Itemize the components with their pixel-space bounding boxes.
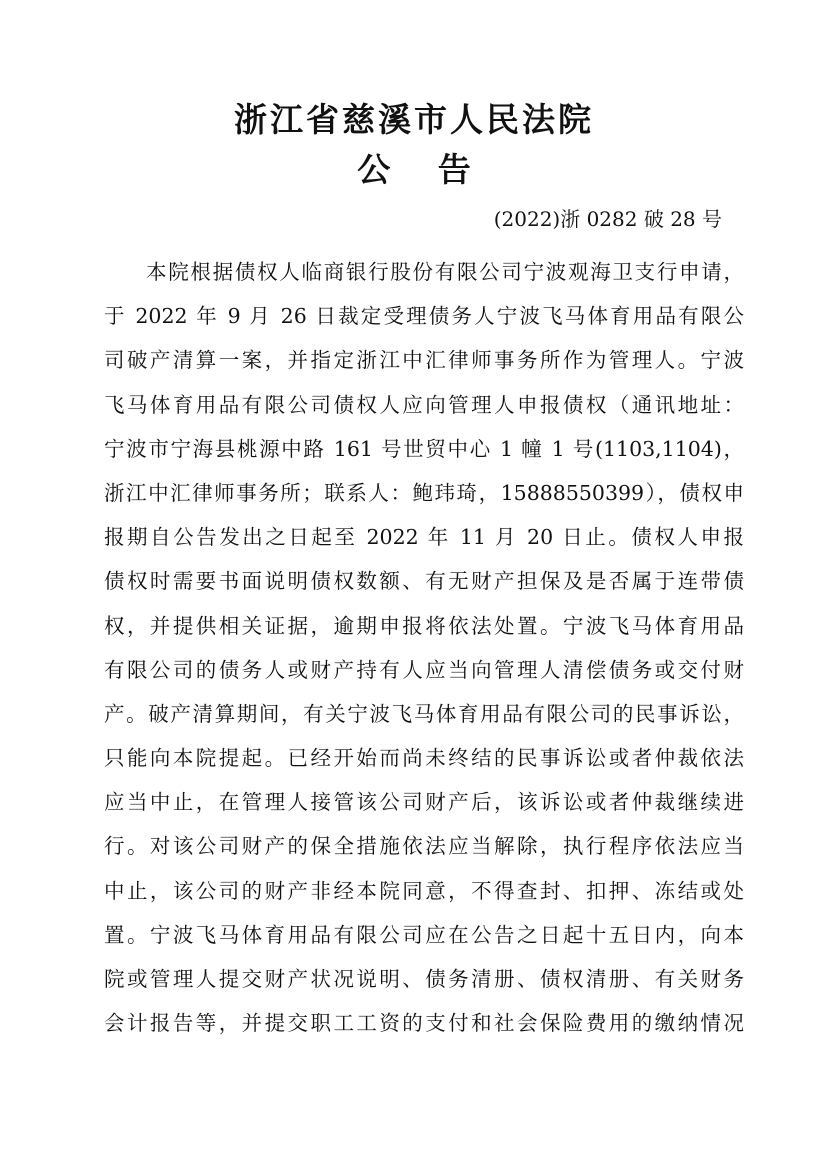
body-line: 司破产清算一案，并指定浙江中汇律师事务所作为管理人。宁波 <box>104 348 744 373</box>
case-number: (2022)浙 0282 破 28 号 <box>493 207 722 231</box>
body-line: 会计报告等，并提交职工工资的支付和社会保险费用的缴纳情况 <box>104 1011 744 1036</box>
body-line: 浙江中汇律师事务所；联系人：鲍玮琦，15888550399），债权申 <box>104 480 744 505</box>
court-name-heading: 浙江省慈溪市人民法院 <box>234 100 594 139</box>
body-line: 院或管理人提交财产状况说明、债务清册、债权清册、有关财务 <box>104 967 744 991</box>
body-line: 有限公司的债务人或财产持有人应当向管理人清偿债务或交付财 <box>104 657 744 682</box>
body-line: 宁波市宁海县桃源中路 161 号世贸中心 1 幢 1 号(1103,1104)， <box>104 436 744 461</box>
body-line: 只能向本院提起。已经开始而尚未终结的民事诉讼或者仲裁依法 <box>104 746 744 771</box>
notice-body <box>104 250 744 1045</box>
body-line: 行。对该公司财产的保全措施依法应当解除，执行程序依法应当 <box>104 834 744 859</box>
body-line: 于 2022 年 9 月 26 日裁定受理债务人宁波飞马体育用品有限公 <box>104 304 744 329</box>
body-line: 产。破产清算期间，有关宁波飞马体育用品有限公司的民事诉讼， <box>104 701 744 726</box>
body-line: 本院根据债权人临商银行股份有限公司宁波观海卫支行申请， <box>146 260 744 284</box>
body-line: 飞马体育用品有限公司债权人应向管理人申报债权（通讯地址： <box>104 392 744 417</box>
body-line: 置。宁波飞马体育用品有限公司应在公告之日起十五日内，向本 <box>104 922 744 947</box>
body-line: 中止，该公司的财产非经本院同意，不得查封、扣押、冻结或处 <box>104 878 744 903</box>
body-line: 债权时需要书面说明债权数额、有无财产担保及是否属于连带债 <box>104 569 744 594</box>
body-line: 报期自公告发出之日起至 2022 年 11 月 20 日止。债权人申报 <box>104 525 744 550</box>
notice-title: 公 告 <box>357 150 489 189</box>
body-line: 应当中止，在管理人接管该公司财产后，该诉讼或者仲裁继续进 <box>104 790 744 815</box>
body-line: 权，并提供相关证据，逾期申报将依法处置。宁波飞马体育用品 <box>104 613 744 638</box>
